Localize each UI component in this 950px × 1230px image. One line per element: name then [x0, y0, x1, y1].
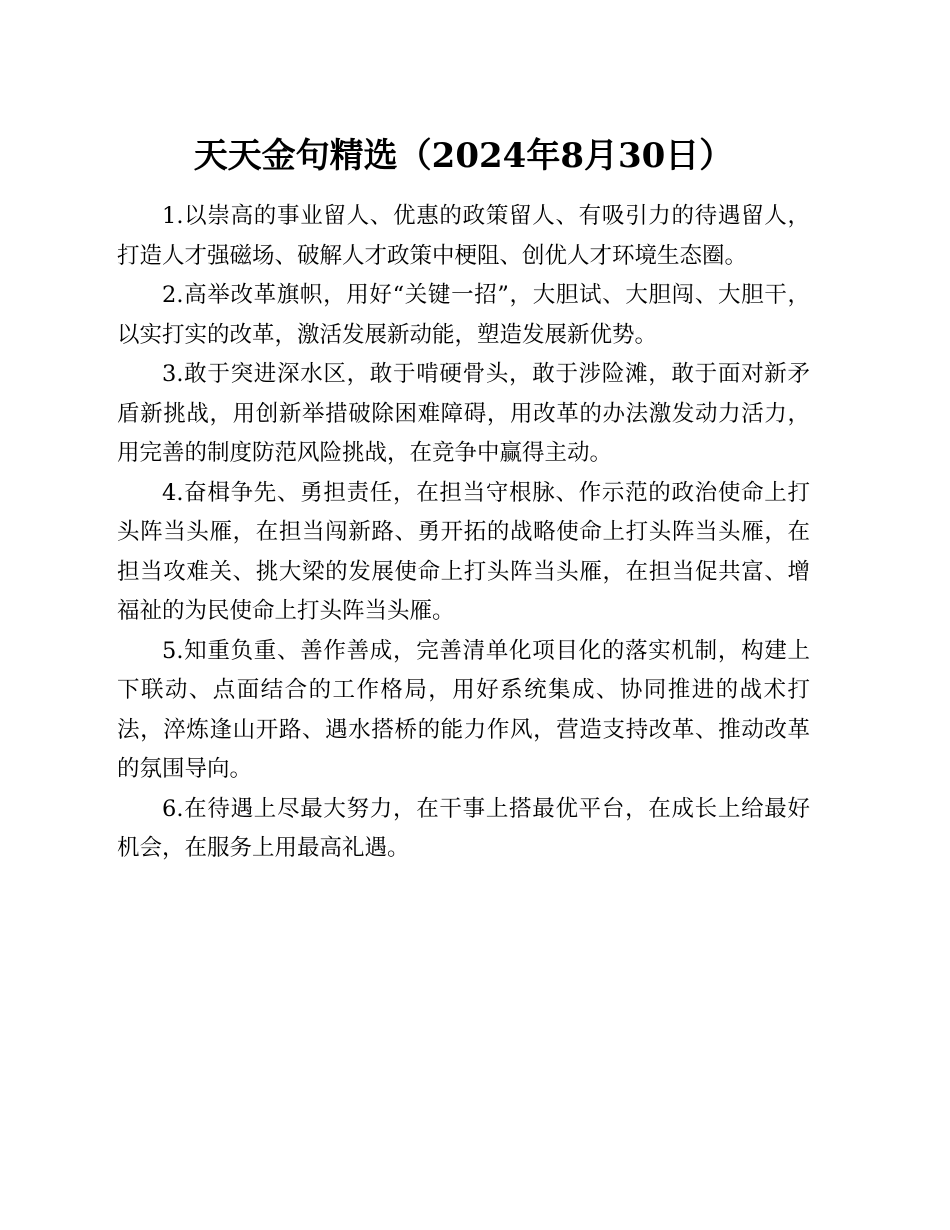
paragraph-1: 1.以崇高的事业留人、优惠的政策留人、有吸引力的待遇留人，打造人才强磁场、破解人才政策中梗阻、创优人才环境生态圈。	[117, 203, 810, 269]
document-body	[117, 197, 810, 869]
paragraph-6: 6.在待遇上尽最大努力，在干事上搭最优平台，在成长上给最好机会，在服务上用最高礼遇。	[117, 795, 810, 861]
paragraph-2: 2.高举改革旗帜，用好“关键一招”，大胆试、大胆闯、大胆干，以实打实的改革，激活发展新动能，塑造发展新优势。	[117, 282, 810, 348]
document-title: 天天金句精选（2024年8月30日）	[193, 136, 734, 176]
paragraph-3: 3.敢于突进深水区，敢于啃硬骨头，敢于涉险滩，敢于面对新矛盾新挑战，用创新举措破除困难障碍，用改革的办法激发动力活力，用完善的制度防范风险挑战，在竞争中赢得主动。	[117, 361, 810, 466]
paragraph-4: 4.奋楫争先、勇担责任，在担当守根脉、作示范的政治使命上打头阵当头雁，在担当闯新路、勇开拓的战略使命上打头阵当头雁，在担当攻难关、挑大梁的发展使命上打头阵当头雁，在担当促共富、增福祉的为民使命上打头阵当头雁。	[117, 479, 810, 624]
paragraph-5: 5.知重负重、善作善成，完善清单化项目化的落实机制，构建上下联动、点面结合的工作格局，用好系统集成、协同推进的战术打法，淬炼逢山开路、遇水搭桥的能力作风，营造支持改革、推动改革的氛围导向。	[117, 637, 810, 782]
